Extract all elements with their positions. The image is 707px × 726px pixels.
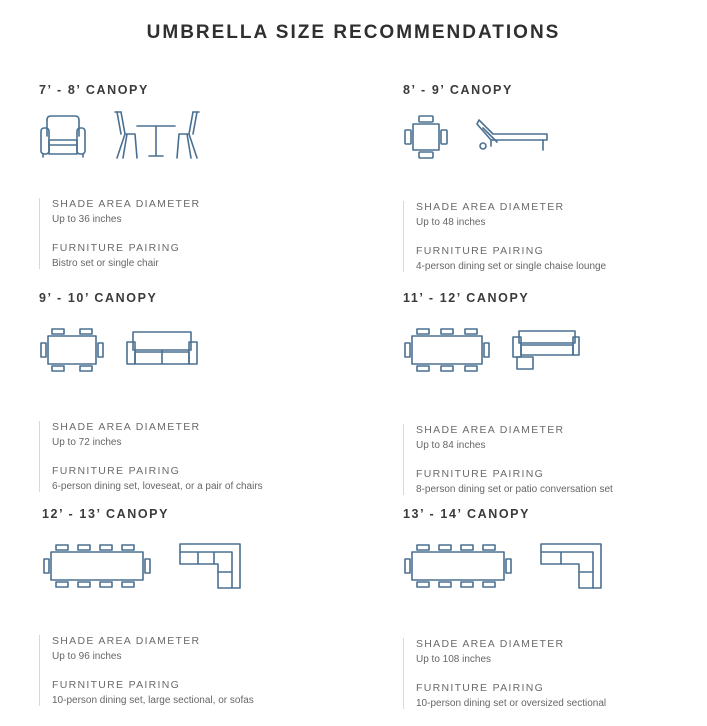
ten-person-dining-icon bbox=[403, 543, 513, 589]
canopy-card-8-9 bbox=[403, 83, 707, 272]
canopy-size-heading: 8’ - 9’ CANOPY bbox=[403, 83, 513, 97]
canopy-size-heading: 13’ - 14’ CANOPY bbox=[403, 507, 531, 521]
shade-area-value: Up to 72 inches bbox=[52, 437, 122, 448]
eight-person-dining-icon bbox=[403, 327, 491, 373]
conversation-set-icon bbox=[511, 329, 581, 371]
shade-area-label: SHADE AREA DIAMETER bbox=[416, 201, 565, 213]
canopy-size-heading: 7’ - 8’ CANOPY bbox=[39, 83, 149, 97]
furniture-pairing-value: 4-person dining set or single chaise lounge bbox=[416, 261, 607, 272]
details bbox=[39, 198, 359, 269]
shade-area-label: SHADE AREA DIAMETER bbox=[52, 421, 201, 433]
shade-area-value: Up to 84 inches bbox=[416, 440, 486, 451]
details bbox=[39, 635, 362, 706]
furniture-icons bbox=[39, 114, 359, 174]
furniture-pairing-label: FURNITURE PAIRING bbox=[416, 468, 545, 480]
chaise-lounge-icon bbox=[475, 116, 551, 156]
furniture-pairing-label: FURNITURE PAIRING bbox=[416, 245, 545, 257]
furniture-pairing-label: FURNITURE PAIRING bbox=[52, 242, 181, 254]
shade-area-value: Up to 108 inches bbox=[416, 654, 492, 665]
details bbox=[403, 424, 707, 495]
furniture-icons bbox=[403, 327, 707, 387]
page-title: UMBRELLA SIZE RECOMMENDATIONS bbox=[146, 22, 561, 43]
details bbox=[39, 421, 359, 492]
shade-area-value: Up to 36 inches bbox=[52, 214, 122, 225]
canopy-size-heading: 12’ - 13’ CANOPY bbox=[42, 507, 170, 521]
shade-area-value: Up to 48 inches bbox=[416, 217, 486, 228]
armchair-icon bbox=[39, 114, 89, 160]
canopy-card-12-13 bbox=[42, 507, 362, 706]
shade-area-label: SHADE AREA DIAMETER bbox=[52, 198, 201, 210]
four-person-dining-icon bbox=[403, 114, 449, 160]
shade-area-label: SHADE AREA DIAMETER bbox=[52, 635, 201, 647]
canopy-card-13-14 bbox=[403, 507, 707, 709]
shade-area-label: SHADE AREA DIAMETER bbox=[416, 638, 565, 650]
bistro-set-icon bbox=[113, 108, 201, 160]
details bbox=[403, 201, 707, 272]
shade-area-value: Up to 96 inches bbox=[52, 651, 122, 662]
canopy-size-heading: 9’ - 10’ CANOPY bbox=[39, 291, 158, 305]
furniture-icons bbox=[403, 114, 707, 174]
ten-person-dining-icon bbox=[42, 543, 152, 589]
furniture-pairing-label: FURNITURE PAIRING bbox=[52, 679, 181, 691]
shade-area-label: SHADE AREA DIAMETER bbox=[416, 424, 565, 436]
canopy-size-heading: 11’ - 12’ CANOPY bbox=[403, 291, 530, 305]
canopy-card-11-12 bbox=[403, 291, 707, 495]
canopy-card-7-8 bbox=[39, 83, 359, 269]
furniture-pairing-label: FURNITURE PAIRING bbox=[416, 682, 545, 694]
canopy-card-9-10 bbox=[39, 291, 359, 492]
furniture-pairing-value: 6-person dining set, loveseat, or a pair of chairs bbox=[52, 481, 263, 492]
furniture-pairing-value: 10-person dining set or oversized sectional bbox=[416, 698, 607, 709]
details bbox=[403, 638, 707, 709]
furniture-icons bbox=[42, 543, 362, 603]
furniture-icons bbox=[403, 543, 707, 603]
furniture-pairing-label: FURNITURE PAIRING bbox=[52, 465, 181, 477]
loveseat-icon bbox=[125, 330, 199, 370]
furniture-icons bbox=[39, 327, 359, 387]
sectional-icon bbox=[178, 542, 242, 590]
six-person-dining-icon bbox=[39, 327, 105, 373]
furniture-pairing-value: 10-person dining set, large sectional, or sofas bbox=[52, 695, 254, 706]
furniture-pairing-value: Bistro set or single chair bbox=[52, 258, 159, 269]
furniture-pairing-value: 8-person dining set or patio conversation set bbox=[416, 484, 613, 495]
oversized-sectional-icon bbox=[539, 542, 603, 590]
